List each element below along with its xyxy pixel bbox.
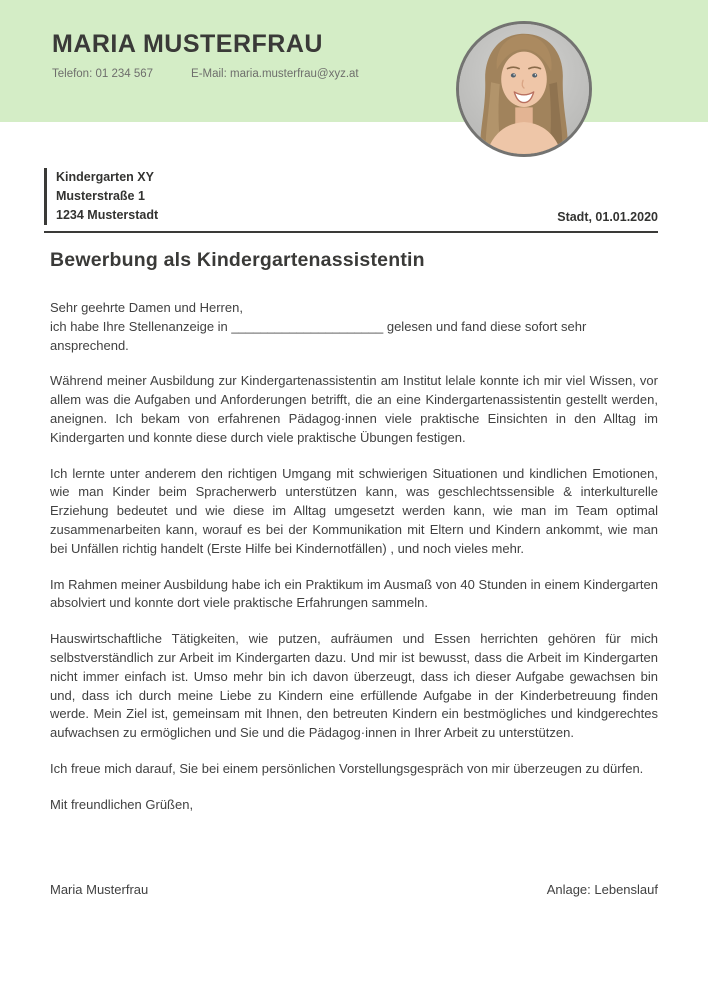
applicant-name: MARIA MUSTERFRAU bbox=[52, 30, 323, 58]
header-band bbox=[0, 0, 708, 122]
phone-number: Telefon: 01 234 567 bbox=[52, 68, 154, 80]
intro-line: ich habe Ihre Stellenanzeige in _____________________ gelesen und fand diese sofort sehr ansprechend. bbox=[50, 318, 587, 353]
header-text-block bbox=[52, 30, 359, 80]
signature-row bbox=[50, 882, 658, 897]
subject-heading: Bewerbung als Kindergartenassistentin bbox=[50, 249, 425, 271]
divider bbox=[44, 231, 658, 233]
email-address: E-Mail: maria.musterfrau@xyz.at bbox=[191, 68, 359, 80]
body-paragraph: Im Rahmen meiner Ausbildung habe ich ein Praktikum im Ausmaß von 40 Stunden in einem Kindergarten absolviert und konnte dort viele praktische Erfahrungen sammeln. bbox=[50, 576, 658, 611]
profile-photo bbox=[456, 21, 592, 157]
recipient-line: Musterstraße 1 bbox=[56, 189, 145, 203]
body-paragraph: Ich lernte unter anderem den richtigen Umgang mit schwierigen Situationen und kindlichen Emotionen, wie man Kinder beim Spracherwerb unterstützen kann, was geschlechtssensible & interkulturelle Erziehung bedeutet und wie diese im Alltag umgesetzt werden kann, wie man im Team optimal zusammenarbeiten kann, worauf es bei der Kommunikation mit Eltern und Kindern ankommt, wie man bei Unfällen richtig handelt (Erste Hilfe bei Kindernotfällen) , und noch vieles mehr. bbox=[50, 465, 658, 556]
body-paragraph: Ich freue mich darauf, Sie bei einem persönlichen Vorstellungsgespräch von mir überzeugen zu dürfen. bbox=[50, 760, 644, 776]
body-paragraph: Während meiner Ausbildung zur Kindergartenassistentin am Institut lelale konnte ich mir viel Wissen, vor allem was die Aufgaben und Anforderungen betrifft, die an eine Kindergartenassistentin gestellt werden, aneignen. Ich bekam von erfahrenen Pädagog·innen viele praktische Einsichten in den Alltag im Kindergarten und konnte diese durch viele praktische Übungen festigen. bbox=[50, 373, 658, 445]
salutation: Sehr geehrte Damen und Herren, bbox=[50, 300, 243, 315]
body-paragraph: Hauswirtschaftliche Tätigkeiten, wie putzen, aufräumen und Essen herrichten gehören für mich selbstverständlich zur Arbeit im Kindergarten dazu. Und mir ist bewusst, dass die Arbeit im Kindergarten nicht immer einfach ist. Umso mehr bin ich davon überzeugt, dass ich dieser Aufgabe gewachsen bin und, dass ich durch meine Liebe zu Kindern eine erfüllende Aufgabe in der Kinderbetreuung finden werde. Mein Ziel ist, gemeinsam mit Ihnen, den betreuten Kindern ein bestmögliches und kindgerechtes aufwachsen zu ermöglichen und Sie und die Pädagog·innen in Ihrer Arbeit zu unterstützen. bbox=[50, 631, 658, 741]
enclosure-note: Anlage: Lebenslauf bbox=[546, 881, 658, 897]
recipient-line: Kindergarten XY bbox=[56, 170, 154, 184]
date-line: Stadt, 01.01.2020 bbox=[557, 210, 658, 224]
address-row bbox=[50, 168, 658, 225]
signature-name: Maria Musterfrau bbox=[50, 881, 149, 897]
letter-content bbox=[50, 168, 658, 897]
recipient-line: 1234 Musterstadt bbox=[56, 208, 159, 222]
closing: Mit freundlichen Grüßen, bbox=[50, 796, 194, 812]
recipient-block bbox=[44, 168, 158, 225]
contact-line bbox=[52, 68, 359, 80]
portrait-illustration bbox=[459, 24, 589, 154]
